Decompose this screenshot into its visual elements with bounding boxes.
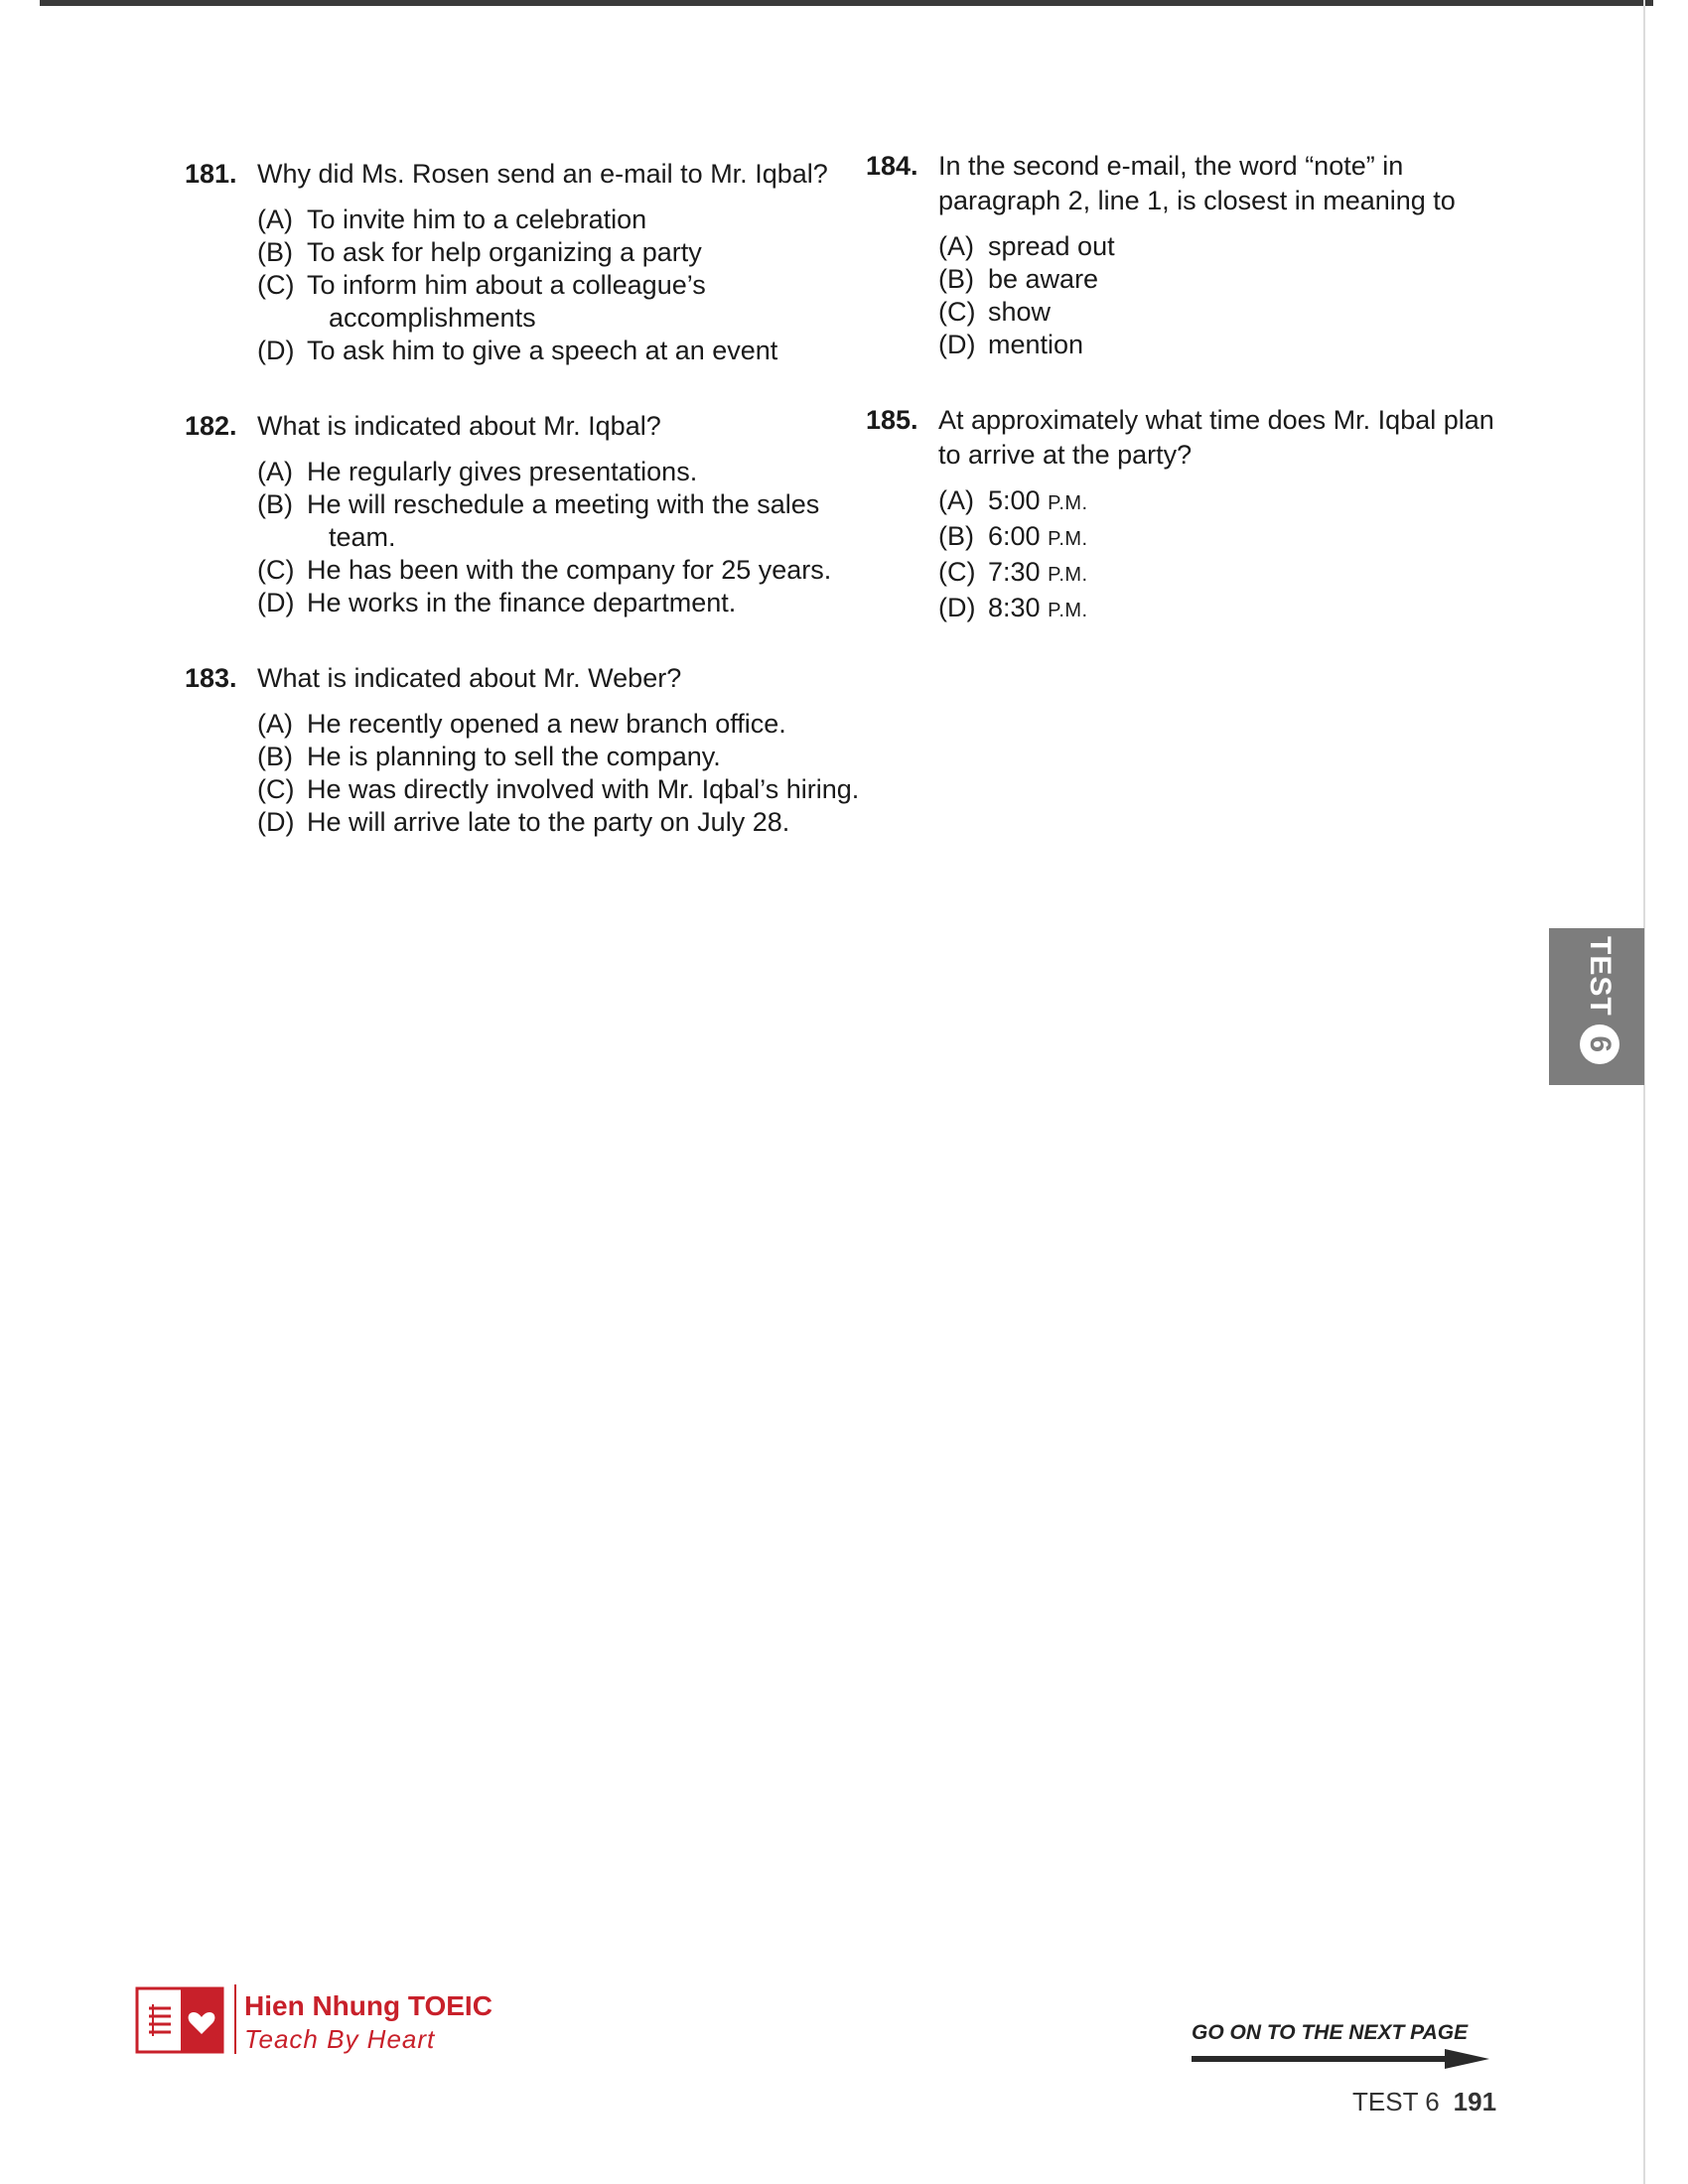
option-text: mention: [988, 330, 1084, 359]
question-text: In the second e-mail, the word “note” in paragraph 2, line 1, is closest in meaning to: [938, 151, 1456, 215]
question-181: [185, 157, 860, 367]
option-text: be aware: [988, 264, 1099, 294]
book-heart-icon: [135, 1984, 226, 2056]
option-d[interactable]: [257, 806, 860, 839]
option-text: To ask for help organizing a party: [307, 237, 702, 267]
page-footer: [1352, 2087, 1496, 2117]
option-time-suffix: P.M.: [1048, 600, 1088, 621]
question-number: 184.: [866, 151, 918, 181]
option-d[interactable]: [257, 335, 860, 367]
option-letter: (D): [257, 807, 295, 837]
logo-tagline: Teach By Heart: [244, 2024, 436, 2054]
option-letter: (A): [938, 231, 974, 261]
option-text: To invite him to a celebration: [307, 205, 647, 234]
option-text: show: [988, 297, 1052, 327]
question-text: Why did Ms. Rosen send an e-mail to Mr. Iqbal?: [257, 159, 828, 189]
option-letter: (C): [257, 555, 295, 585]
option-letter: (A): [257, 205, 293, 234]
option-a[interactable]: [938, 230, 1501, 263]
option-c[interactable]: [257, 773, 860, 806]
arrow-right-icon: [1192, 2049, 1489, 2069]
option-text: To ask him to give a speech at an event: [307, 336, 778, 365]
option-letter: (D): [257, 336, 295, 365]
option-time: 7:30: [988, 557, 1041, 587]
option-a[interactable]: [257, 708, 860, 741]
right-column: [866, 149, 1501, 669]
option-text: He regularly gives presentations.: [307, 457, 698, 486]
option-text: He has been with the company for 25 years.: [307, 555, 832, 585]
question-183: [185, 661, 860, 839]
option-time-suffix: P.M.: [1048, 492, 1088, 514]
option-a[interactable]: [938, 484, 1501, 520]
option-b[interactable]: [938, 263, 1501, 296]
option-text: He recently opened a new branch office.: [307, 709, 786, 739]
option-d[interactable]: [938, 329, 1501, 361]
option-text: He will reschedule a meeting with the sales team.: [307, 489, 820, 552]
options-list: [257, 456, 860, 619]
option-b[interactable]: [257, 236, 860, 269]
footer-test-label: TEST 6: [1352, 2087, 1440, 2116]
option-d[interactable]: [257, 587, 860, 619]
option-a[interactable]: [257, 456, 860, 488]
option-letter: (D): [938, 330, 976, 359]
option-letter: (D): [257, 588, 295, 617]
question-number: 182.: [185, 411, 237, 441]
option-text: To inform him about a colleague’s accomplishments: [307, 270, 706, 333]
question-text: What is indicated about Mr. Iqbal?: [257, 411, 661, 441]
options-list: [257, 204, 860, 367]
options-list: [257, 708, 860, 839]
question-185: [866, 403, 1501, 627]
page-edge: [1643, 0, 1645, 2184]
option-text: He works in the finance department.: [307, 588, 737, 617]
test-side-tab: [1549, 928, 1644, 1085]
option-letter: (B): [257, 237, 293, 267]
options-list: [938, 484, 1501, 627]
option-letter: (B): [938, 521, 974, 551]
logo-divider: [234, 1984, 236, 2054]
option-letter: (C): [257, 774, 295, 804]
option-b[interactable]: [257, 488, 860, 554]
question-number: 181.: [185, 159, 237, 189]
question-text: What is indicated about Mr. Weber?: [257, 663, 682, 693]
question-number: 185.: [866, 405, 918, 435]
next-page-indicator[interactable]: [1192, 2021, 1489, 2071]
option-letter: (B): [257, 489, 293, 519]
option-time-suffix: P.M.: [1048, 528, 1088, 550]
option-time-suffix: P.M.: [1048, 564, 1088, 586]
question-184: [866, 149, 1501, 361]
top-edge-bar: [40, 0, 1653, 6]
option-letter: (C): [257, 270, 295, 300]
option-letter: (C): [938, 557, 976, 587]
option-letter: (C): [938, 297, 976, 327]
side-tab-number: 6: [1580, 1024, 1619, 1064]
page-number: 191: [1453, 2087, 1497, 2116]
option-c[interactable]: [257, 269, 860, 335]
option-text: He is planning to sell the company.: [307, 742, 721, 771]
option-d[interactable]: [938, 592, 1501, 627]
option-b[interactable]: [938, 520, 1501, 556]
option-c[interactable]: [938, 296, 1501, 329]
option-letter: (A): [257, 709, 293, 739]
left-column: [185, 157, 860, 881]
option-letter: (A): [257, 457, 293, 486]
side-tab-content: [1565, 936, 1634, 1081]
next-page-label: GO ON TO THE NEXT PAGE: [1192, 2021, 1469, 2044]
brand-logo: [135, 1980, 552, 2060]
option-time: 5:00: [988, 485, 1041, 515]
logo-name: Hien Nhung TOEIC: [244, 1990, 492, 2021]
option-time: 6:00: [988, 521, 1041, 551]
option-text: He will arrive late to the party on July 28.: [307, 807, 790, 837]
option-time: 8:30: [988, 593, 1041, 622]
option-text: spread out: [988, 231, 1115, 261]
option-letter: (B): [257, 742, 293, 771]
question-182: [185, 409, 860, 619]
option-c[interactable]: [938, 556, 1501, 592]
question-text: At approximately what time does Mr. Iqbal plan to arrive at the party?: [938, 405, 1494, 470]
options-list: [938, 230, 1501, 361]
option-letter: (D): [938, 593, 976, 622]
option-c[interactable]: [257, 554, 860, 587]
option-letter: (B): [938, 264, 974, 294]
option-a[interactable]: [257, 204, 860, 236]
question-number: 183.: [185, 663, 237, 693]
option-b[interactable]: [257, 741, 860, 773]
side-tab-label: TEST: [1584, 936, 1617, 1017]
option-letter: (A): [938, 485, 974, 515]
option-text: He was directly involved with Mr. Iqbal’s hiring.: [307, 774, 860, 804]
